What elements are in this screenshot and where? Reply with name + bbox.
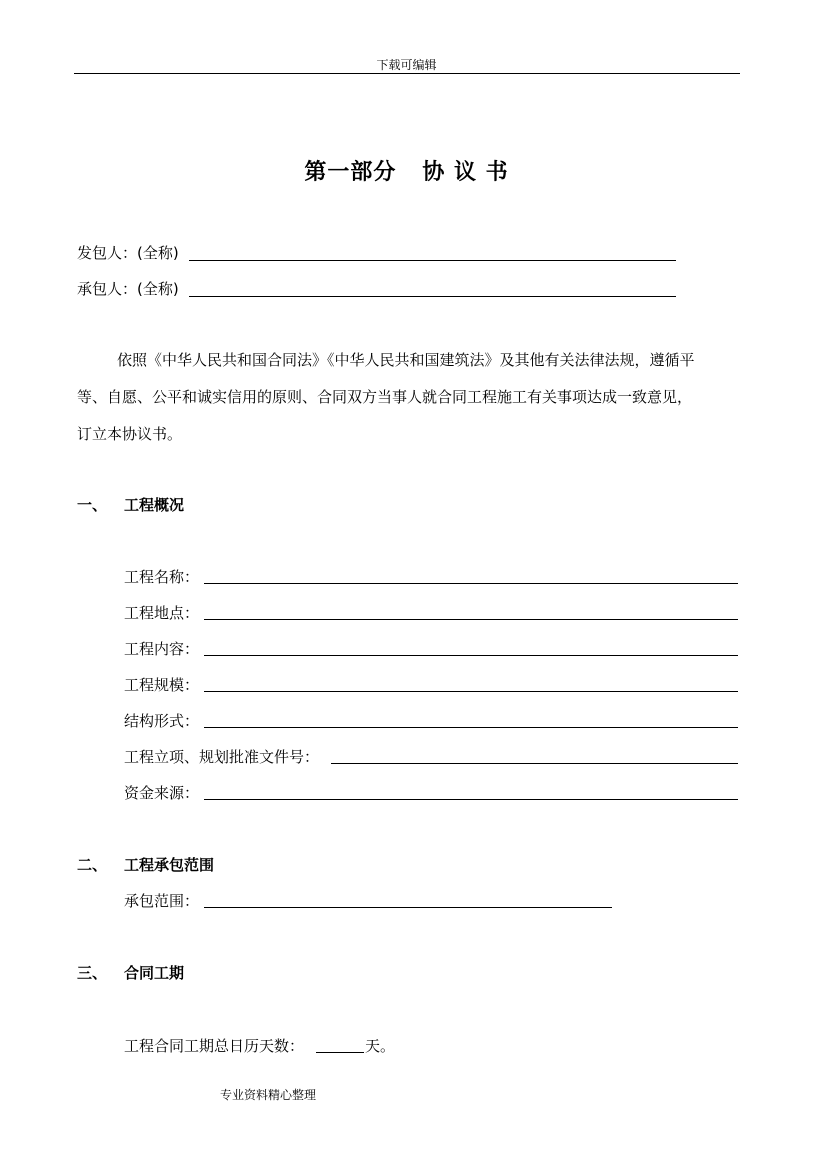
- section1-title: 工程概况: [124, 496, 185, 514]
- duration-suffix: 天。: [365, 1037, 396, 1055]
- document-title: [0, 158, 813, 188]
- structure-type-label: 结构形式：: [124, 712, 200, 730]
- section3-number: 三、: [77, 964, 108, 982]
- scope-underline[interactable]: [204, 907, 612, 908]
- structure-type-underline[interactable]: [204, 727, 738, 728]
- project-name-label: 工程名称：: [124, 568, 200, 586]
- funding-source-label: 资金来源：: [124, 784, 200, 802]
- section2-number: 二、: [77, 856, 108, 874]
- section2-title: 工程承包范围: [124, 856, 215, 874]
- duration-prefix: 工程合同工期总日历天数：: [124, 1037, 305, 1055]
- title-part: 第一部分: [304, 160, 397, 185]
- intro-line-2: 等、自愿、公平和诚实信用的原则、合同双方当事人就合同工程施工有关事项达成一致意见，: [77, 388, 693, 406]
- project-name-underline[interactable]: [204, 583, 738, 584]
- duration-days-underline[interactable]: [316, 1052, 364, 1053]
- approval-doc-underline[interactable]: [331, 763, 738, 764]
- project-content-underline[interactable]: [204, 655, 738, 656]
- section1-number: 一、: [77, 496, 108, 514]
- employer-underline[interactable]: [189, 260, 676, 261]
- project-scale-underline[interactable]: [204, 691, 738, 692]
- project-content-label: 工程内容：: [124, 640, 200, 658]
- title-name: 协 议 书: [422, 160, 509, 185]
- page-header: 下载可编辑: [376, 58, 437, 72]
- section3-title: 合同工期: [124, 964, 185, 982]
- intro-line-3: 订立本协议书。: [77, 425, 183, 443]
- funding-source-underline[interactable]: [204, 799, 738, 800]
- approval-doc-label: 工程立项、规划批准文件号：: [124, 748, 320, 766]
- contractor-underline[interactable]: [189, 296, 676, 297]
- scope-label: 承包范围：: [124, 892, 200, 910]
- project-location-underline[interactable]: [204, 619, 738, 620]
- project-location-label: 工程地点：: [124, 604, 200, 622]
- employer-label: 发包人：(全称): [77, 244, 179, 262]
- header-rule: [74, 73, 740, 74]
- intro-line-1: 依照《中华人民共和国合同法》《中华人民共和国建筑法》及其他有关法律法规，遵循平: [117, 351, 695, 369]
- contractor-label: 承包人：(全称): [77, 280, 179, 298]
- project-scale-label: 工程规模：: [124, 676, 200, 694]
- page-footer: 专业资料精心整理: [220, 1088, 317, 1102]
